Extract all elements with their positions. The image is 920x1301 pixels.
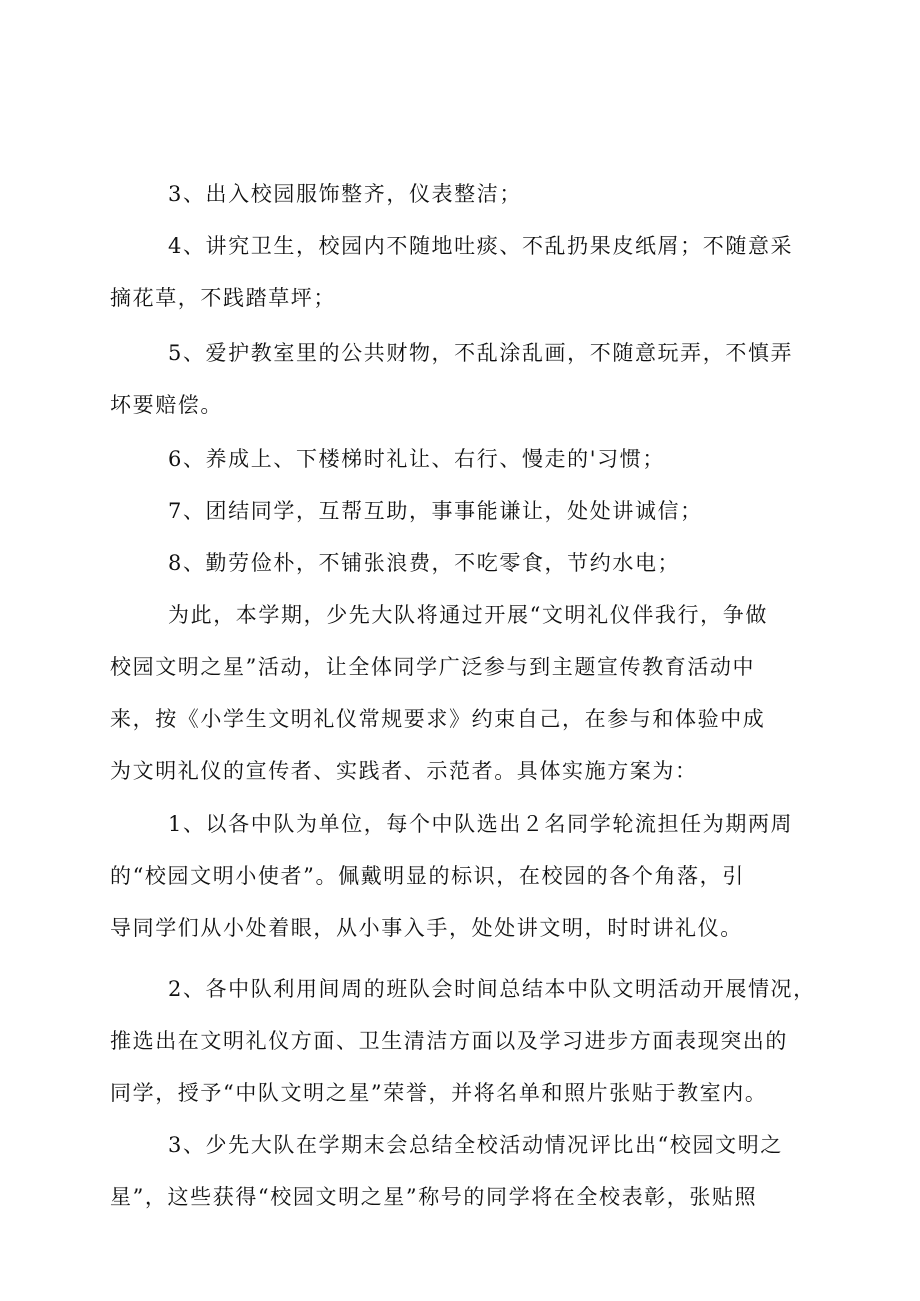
text-line: 6、养成上、下楼梯时礼让、右行、慢走的'习惯； — [168, 447, 665, 471]
text-line: 来，按《小学生文明礼仪常规要求》约束自己，在参与和体验中成 — [110, 707, 766, 731]
text-line: 坏要赔偿。 — [110, 393, 223, 417]
text-line: 3、少先大队在学期末会总结全校活动情况评比出“校园文明之 — [168, 1133, 783, 1157]
text-line: 8、勤劳俭朴，不铺张浪费，不吃零食，节约水电； — [168, 551, 681, 575]
text-line: 摘花草，不践踏草坪； — [110, 286, 336, 310]
text-line: 为此，本学期，少先大队将通过开展“文明礼仪伴我行，争做 — [168, 603, 768, 627]
text-line: 推选出在文明礼仪方面、卫生清洁方面以及学习进步方面表现突出的 — [110, 1029, 788, 1053]
text-line: 1、以各中队为单位，每个中队选出２名同学轮流担任为期两周 — [168, 812, 794, 836]
text-line: 5、爱护教室里的公共财物，不乱涂乱画，不随意玩弄，不慎弄 — [168, 341, 794, 365]
text-line: 4、讲究卫生，校园内不随地吐痰、不乱扔果皮纸屑；不随意采 — [168, 234, 794, 258]
text-line: 星”，这些获得“校园文明之星”称号的同学将在全校表彰，张贴照 — [110, 1185, 758, 1209]
text-line: 导同学们从小处着眼，从小事入手，处处讲文明，时时讲礼仪。 — [110, 916, 743, 940]
text-line: 为文明礼仪的宣传者、实践者、示范者。具体实施方案为： — [110, 759, 698, 783]
text-line: 7、团结同学，互帮互助，事事能谦让，处处讲诚信； — [168, 499, 703, 523]
text-line: 2、各中队利用间周的班队会时间总结本中队文明活动开展情况， — [168, 977, 816, 1001]
text-line: 校园文明之星”活动，让全体同学广泛参与到主题宣传教育活动中 — [110, 655, 756, 679]
text-line: 3、出入校园服饰整齐，仪表整洁； — [168, 182, 522, 206]
text-line: 的“校园文明小使者”。佩戴明显的标识，在校园的各个角落，引 — [110, 864, 745, 888]
text-line: 同学，授予“中队文明之星”荣誉，并将名单和照片张贴于教室内。 — [110, 1081, 768, 1105]
